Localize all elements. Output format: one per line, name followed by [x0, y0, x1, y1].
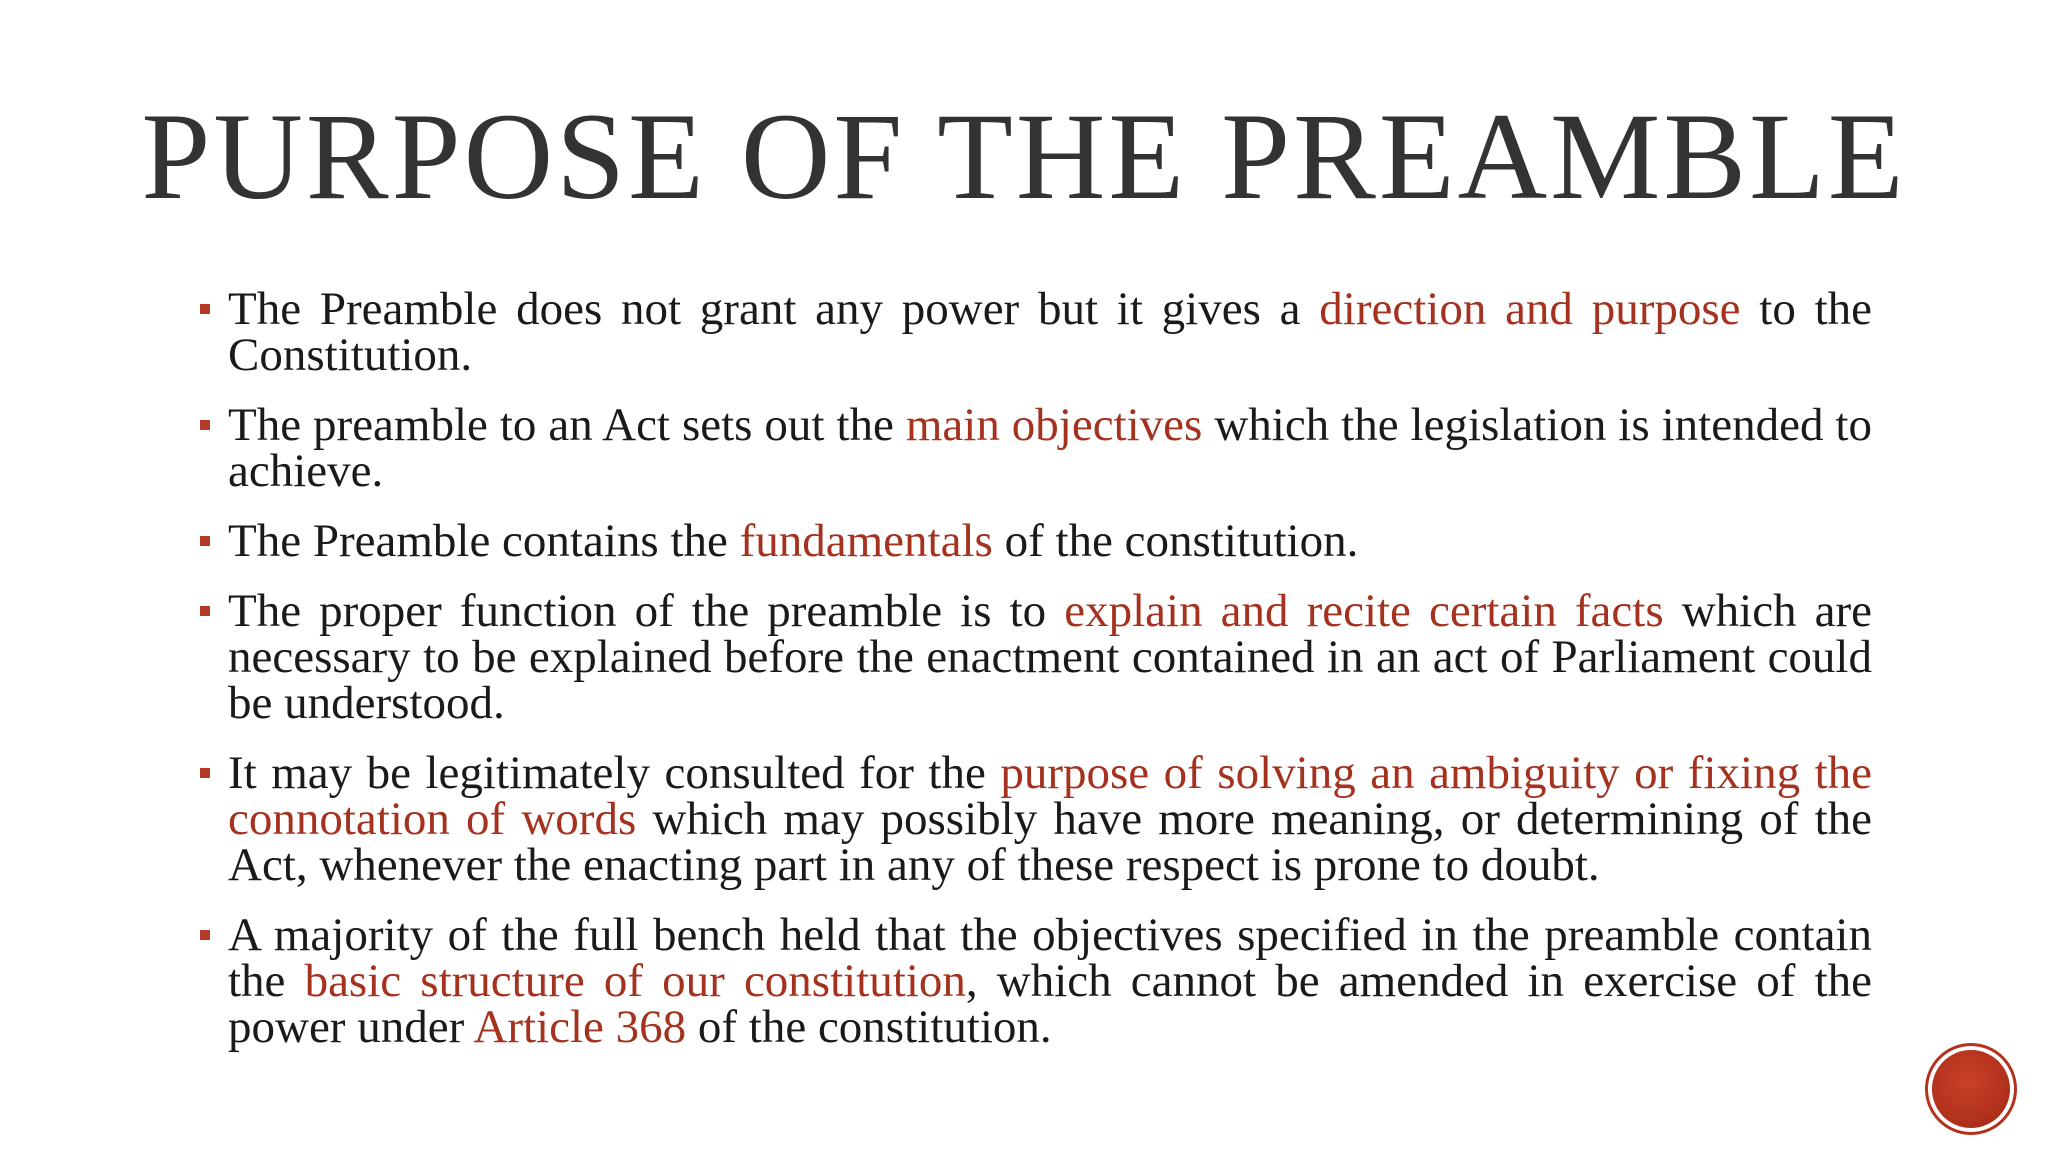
bullet-text: The Preamble contains the	[228, 515, 740, 567]
square-bullet-icon	[200, 606, 210, 616]
highlighted-phrase: fundamentals	[739, 515, 993, 567]
square-bullet-icon	[200, 304, 210, 314]
bullet-text: of the constitution.	[992, 515, 1359, 567]
highlighted-phrase: explain and recite certain facts	[1064, 585, 1664, 637]
bullet-text: to the Constitution.	[228, 283, 1872, 381]
bullet-text: which may possibly have more meaning, or determining of the Act, whenever the enacting part in any of these respect is prone to doubt.	[228, 793, 1872, 891]
bullet-text: A majority of the full bench held that the objectives specified in the preamble contain the	[228, 909, 1872, 1007]
square-bullet-icon	[200, 768, 210, 778]
bullet-text: The preamble to an Act sets out the	[228, 399, 906, 451]
highlighted-phrase: direction and purpose	[1319, 283, 1741, 335]
bullet-text: The Preamble does not grant any power but it gives a	[228, 283, 1320, 335]
highlighted-phrase: main objectives	[905, 399, 1203, 451]
bullet-item	[200, 585, 1872, 729]
bullet-item	[200, 747, 1872, 891]
bullet-text: The proper function of the preamble is to	[228, 585, 1065, 637]
highlighted-phrase: purpose of solving an ambiguity or fixing the connotation of words	[228, 747, 1872, 845]
square-bullet-icon	[200, 420, 210, 430]
bullet-text: of the constitution.	[686, 1001, 1052, 1053]
bullet-text: , which cannot be amended in exercise of the power under	[228, 955, 1872, 1053]
bullet-text: which are necessary to be explained before the enactment contained in an act of Parliament could be understood.	[228, 585, 1872, 729]
bullet-item	[200, 909, 1872, 1053]
slide-badge-icon	[1932, 1050, 2010, 1128]
highlighted-phrase: Article 368	[473, 1001, 687, 1053]
bullet-list	[200, 283, 1872, 1074]
highlighted-phrase: basic structure of our constitution	[304, 955, 966, 1007]
bullet-text: It may be legitimately consulted for the	[228, 747, 1001, 799]
slide-title: PURPOSE OF THE PREAMBLE	[141, 88, 1907, 225]
bullet-item	[200, 283, 1872, 381]
square-bullet-icon	[200, 536, 210, 546]
bullet-item	[200, 399, 1872, 497]
bullet-text: which the legislation is intended to achieve.	[228, 399, 1872, 497]
bullet-item	[200, 515, 1872, 567]
square-bullet-icon	[200, 930, 210, 940]
